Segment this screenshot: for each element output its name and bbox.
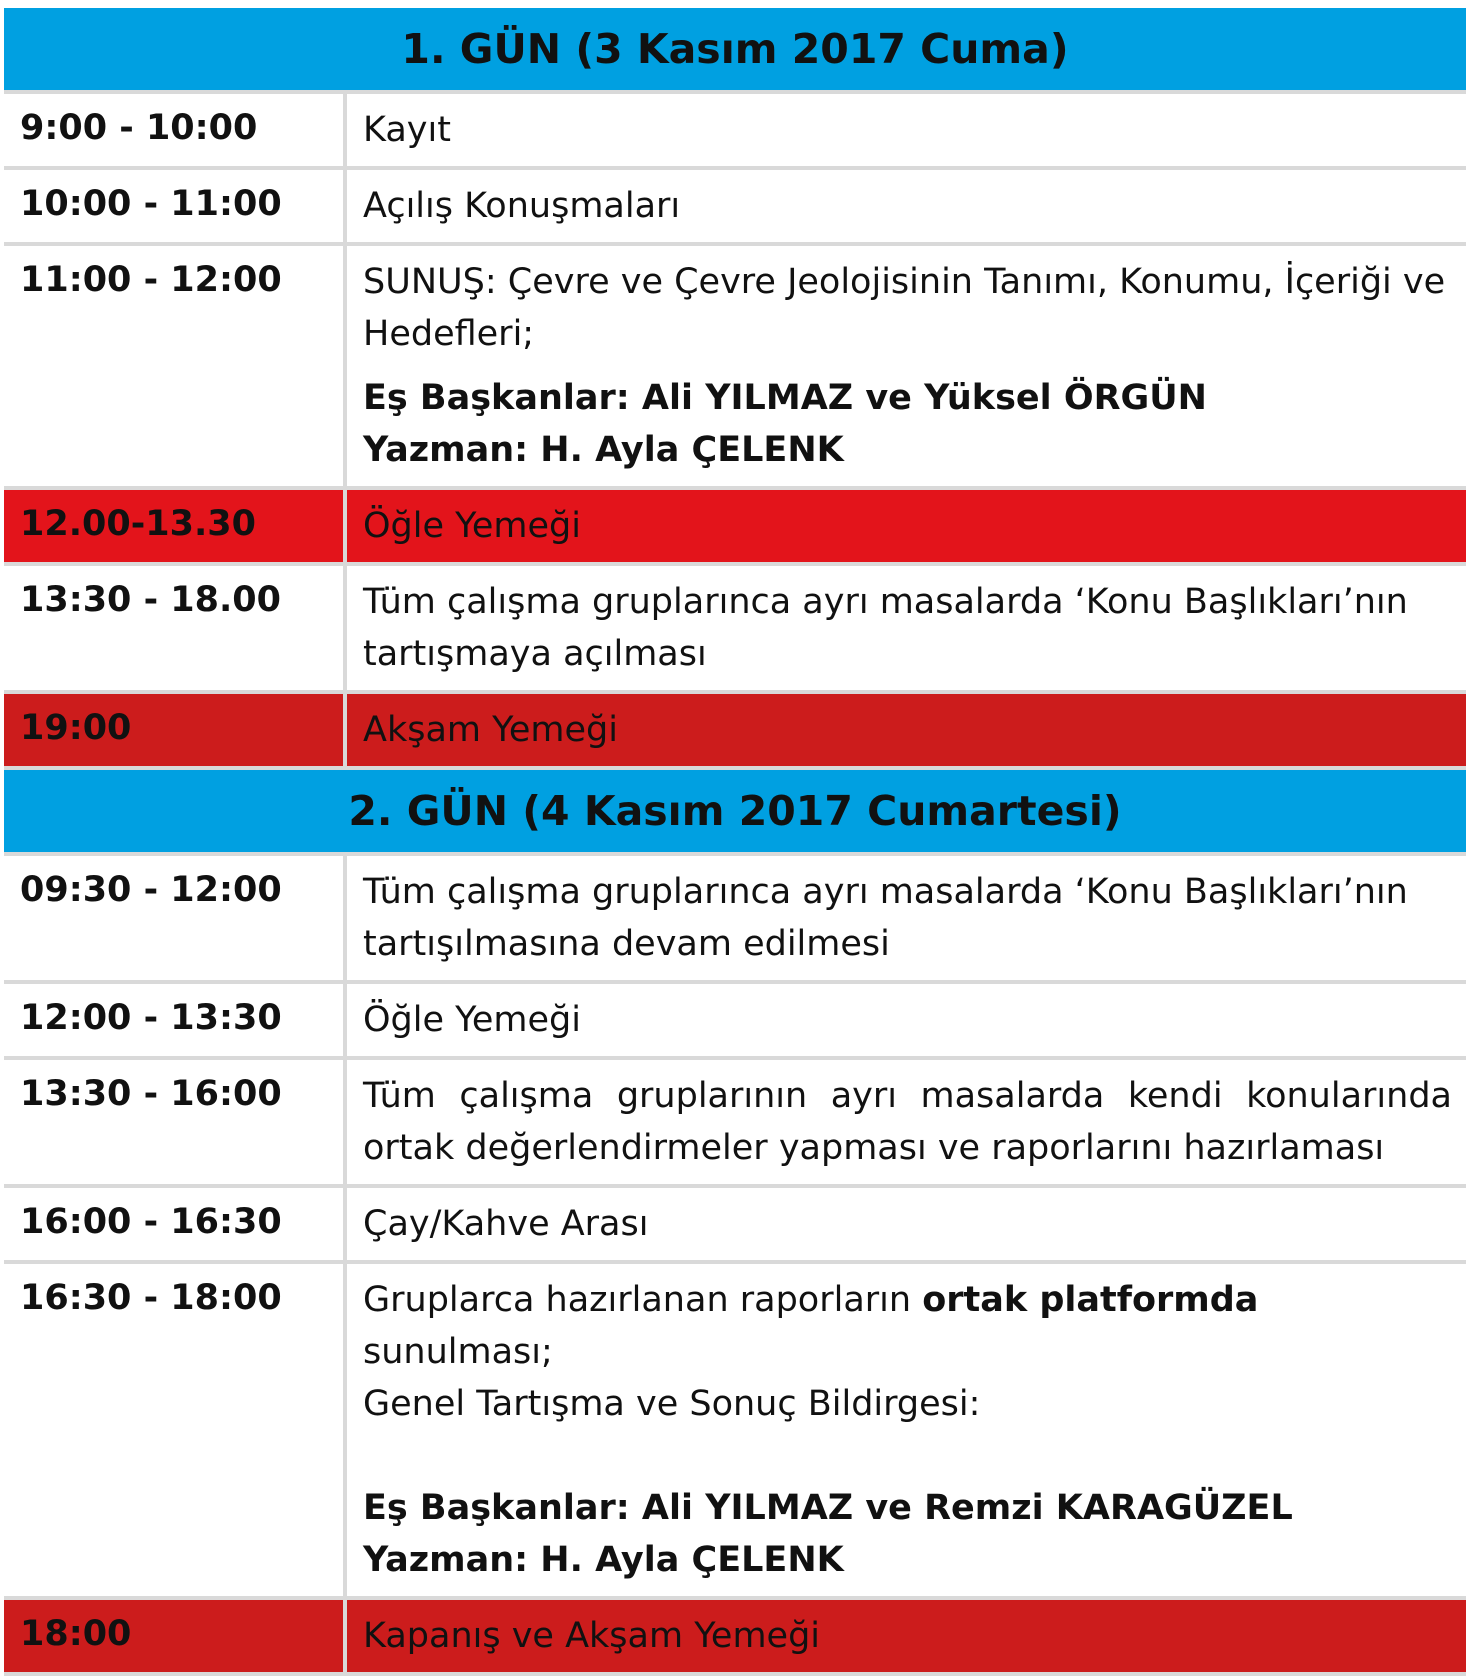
- session-title: [363, 1274, 1452, 1378]
- schedule-row: [4, 1184, 1466, 1260]
- activity-cell: Kayıt: [347, 94, 1466, 166]
- time-cell: 12.00-13.30: [4, 490, 343, 562]
- time-cell: 16:30 - 18:00: [4, 1264, 343, 1596]
- day-2-header: 2. GÜN (4 Kasım 2017 Cumartesi): [4, 766, 1466, 852]
- time-cell: 09:30 - 12:00: [4, 856, 343, 980]
- session-title-part: Gruplarca hazırlanan raporların: [363, 1280, 923, 1320]
- schedule-row: [4, 242, 1466, 486]
- schedule-row: [4, 1260, 1466, 1596]
- session-secretary: Yazman: H. Ayla ÇELENK: [363, 1540, 844, 1580]
- schedule-row: [4, 1056, 1466, 1184]
- activity-cell: Akşam Yemeği: [347, 694, 1466, 766]
- schedule-row: [4, 562, 1466, 690]
- schedule-row: [4, 166, 1466, 242]
- day-1-header: 1. GÜN (3 Kasım 2017 Cuma): [4, 8, 1466, 90]
- activity-cell: [347, 246, 1466, 486]
- time-cell: 10:00 - 11:00: [4, 170, 343, 242]
- schedule-row: [4, 852, 1466, 980]
- time-cell: 9:00 - 10:00: [4, 94, 343, 166]
- schedule-row: [4, 980, 1466, 1056]
- activity-cell: Tüm çalışma gruplarınca ayrı masalarda ‘Konu Başlıkları’nın tartışmaya açılması: [347, 566, 1466, 690]
- time-cell: 13:30 - 18.00: [4, 566, 343, 690]
- session-title-part: sunulması;: [363, 1332, 553, 1372]
- schedule-table: [4, 8, 1466, 1676]
- session-chairs: Eş Başkanlar: Ali YILMAZ ve Remzi KARAGÜZEL: [363, 1488, 1293, 1528]
- activity-cell: Çay/Kahve Arası: [347, 1188, 1466, 1260]
- schedule-row-closing: [4, 1596, 1466, 1672]
- time-cell: 11:00 - 12:00: [4, 246, 343, 486]
- activity-cell: Kapanış ve Akşam Yemeği: [347, 1600, 1466, 1672]
- time-cell: 19:00: [4, 694, 343, 766]
- time-cell: 12:00 - 13:30: [4, 984, 343, 1056]
- session-subtitle: Genel Tartışma ve Sonuç Bildirgesi:: [363, 1384, 981, 1424]
- activity-cell: Öğle Yemeği: [347, 984, 1466, 1056]
- session-title-emphasis: ortak platformda: [922, 1280, 1259, 1320]
- schedule-row: [4, 90, 1466, 166]
- schedule-row-lunch: [4, 486, 1466, 562]
- activity-cell: [347, 1264, 1466, 1596]
- time-cell: 18:00: [4, 1600, 343, 1672]
- time-cell: 16:00 - 16:30: [4, 1188, 343, 1260]
- session-chairs: Eş Başkanlar: Ali YILMAZ ve Yüksel ÖRGÜN: [363, 378, 1207, 418]
- time-cell: 13:30 - 16:00: [4, 1060, 343, 1184]
- activity-cell: Öğle Yemeği: [347, 490, 1466, 562]
- session-secretary: Yazman: H. Ayla ÇELENK: [363, 430, 844, 470]
- schedule-row-dinner: [4, 690, 1466, 766]
- activity-cell: Açılış Konuşmaları: [347, 170, 1466, 242]
- activity-cell: Tüm çalışma gruplarınca ayrı masalarda ‘Konu Başlıkları’nın tartışılmasına devam edilmesi: [347, 856, 1466, 980]
- activity-cell: Tüm çalışma gruplarının ayrı masalarda kendi konularında ortak değerlendirmeler yapması ve raporlarını hazırlaması: [347, 1060, 1466, 1184]
- blank-line: [363, 1430, 1452, 1482]
- session-title: SUNUŞ: Çevre ve Çevre Jeolojisinin Tanımı, Konumu, İçeriği ve Hedefleri;: [363, 262, 1446, 354]
